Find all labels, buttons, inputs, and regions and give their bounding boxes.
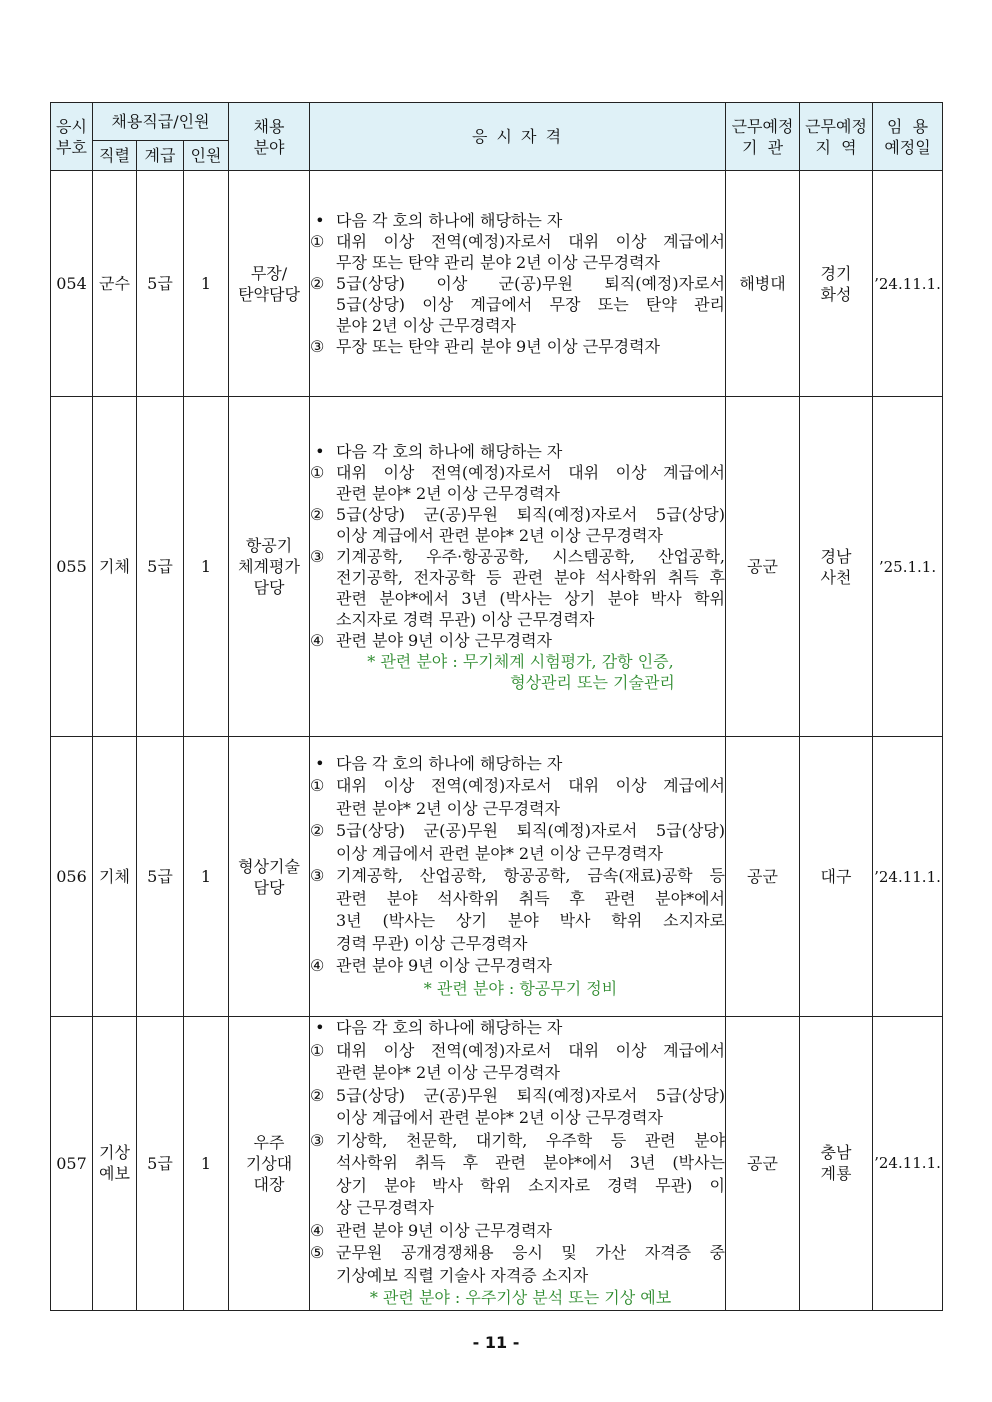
grade-cell: 5급 — [137, 397, 184, 737]
count-cell: 1 — [184, 737, 229, 1017]
count-cell: 1 — [184, 171, 229, 397]
qual-item-cont: 관련 분야 석사학위 취득 후 관련 분야*에서 — [336, 888, 725, 908]
qual-item: ④ 관련 분야 9년 이상 근무경력자 — [310, 1220, 552, 1240]
qual-item-cont: 이상 계급에서 관련 분야* 2년 이상 근무경력자 — [336, 1108, 663, 1127]
qual-intro: • 다음 각 호의 하나에 해당하는 자 — [310, 211, 563, 230]
header-position-group: 채용직급/인원 — [93, 103, 229, 141]
qual-item: ① 대위 이상 전역(예정)자로서 대위 이상 계급에서 — [310, 462, 725, 482]
count-cell: 1 — [184, 1017, 229, 1311]
qual-intro: • 다음 각 호의 하나에 해당하는 자 — [310, 753, 563, 773]
qual-item-cont: 소지자로 경력 무관) 이상 근무경력자 — [336, 609, 595, 629]
region-cell: 대구 — [800, 737, 873, 1017]
header-qualification: 응 시 자 격 — [310, 103, 726, 171]
qual-item-cont: 관련 분야* 2년 이상 근무경력자 — [336, 798, 560, 818]
series-cell: 기체 — [93, 397, 137, 737]
region-cell: 경남 사천 — [800, 397, 873, 737]
exam-number: 055 — [51, 397, 93, 737]
grade-cell: 5급 — [137, 171, 184, 397]
qual-item-cont: 분야 2년 이상 근무경력자 — [336, 316, 516, 335]
date-cell: ’24.11.1. — [873, 171, 943, 397]
qual-item: ④ 관련 분야 9년 이상 근무경력자 — [310, 630, 552, 650]
qual-item-cont: 이상 계급에서 관련 분야* 2년 이상 근무경력자 — [336, 525, 663, 545]
grade-cell: 5급 — [137, 1017, 184, 1311]
agency-cell: 공군 — [726, 737, 800, 1017]
field-cell: 우주 기상대 대장 — [229, 1017, 310, 1311]
qual-intro: • 다음 각 호의 하나에 해당하는 자 — [310, 441, 563, 461]
page-number: - 11 - — [472, 1333, 520, 1352]
series-cell — [93, 1017, 137, 1311]
qual-note: * 관련 분야 : 무기체계 시험평가, 감항 인증, — [367, 651, 674, 671]
date-cell: ’24.11.1. — [873, 1017, 943, 1311]
table-row — [51, 397, 943, 737]
qual-item: ① 대위 이상 전역(예정)자로서 대위 이상 계급에서 — [310, 232, 725, 251]
qualification-cell — [310, 171, 726, 397]
qual-item-cont: 관련 분야* 2년 이상 근무경력자 — [336, 483, 560, 503]
exam-number: 054 — [51, 171, 93, 397]
qual-item-cont: 무장 또는 탄약 관리 분야 2년 이상 근무경력자 — [336, 253, 660, 272]
header-grade: 계급 — [137, 141, 184, 171]
qual-item: ③ 기계공학, 산업공학, 항공공학, 금속(재료)공학 등 — [310, 866, 725, 886]
qual-item: ② 5급(상당) 이상 군(공)무원 퇴직(예정)자로서 — [310, 274, 725, 293]
count-cell: 1 — [184, 397, 229, 737]
qual-item: ① 대위 이상 전역(예정)자로서 대위 이상 계급에서 — [310, 776, 725, 796]
region-cell: 충남 계룡 — [800, 1017, 873, 1311]
qual-note: * 관련 분야 : 우주기상 분석 또는 기상 예보 — [369, 1288, 672, 1307]
qual-intro: • 다음 각 호의 하나에 해당하는 자 — [310, 1018, 563, 1037]
qual-note: * 관련 분야 : 항공무기 정비 — [423, 978, 618, 998]
qual-item: ② 5급(상당) 군(공)무원 퇴직(예정)자로서 5급(상당) — [310, 821, 725, 841]
qual-item: ⑤ 군무원 공개경쟁채용 응시 및 가산 자격증 중 — [310, 1243, 725, 1262]
series-text: 기상 예보 — [99, 1143, 130, 1184]
exam-number: 057 — [51, 1017, 93, 1311]
agency-cell: 공군 — [726, 1017, 800, 1311]
header-agency: 근무예정 기 관 — [726, 103, 800, 171]
qual-item-cont: 석사학위 취득 후 관련 분야*에서 3년 (박사는 — [336, 1153, 725, 1172]
exam-number: 056 — [51, 737, 93, 1017]
header-field: 채용 분야 — [229, 103, 310, 171]
table-row — [51, 737, 943, 1017]
series-cell: 군수 — [93, 171, 137, 397]
header-series: 직렬 — [93, 141, 137, 171]
qual-item-cont: 상기 분야 박사 학위 소지자로 경력 무관) 이 — [336, 1175, 725, 1195]
recruitment-table — [50, 102, 943, 1311]
qual-note-cont: 형상관리 또는 기술관리 — [510, 672, 675, 692]
agency-cell: 공군 — [726, 397, 800, 737]
qual-item: ④ 관련 분야 9년 이상 근무경력자 — [310, 956, 552, 976]
qual-item: ③ 기계공학, 우주·항공공학, 시스템공학, 산업공학, — [310, 546, 725, 566]
table-row — [51, 1017, 943, 1311]
grade-cell: 5급 — [137, 737, 184, 1017]
qual-item-cont: 전기공학, 전자공학 등 관련 분야 석사학위 취득 후 — [336, 567, 725, 587]
field-cell: 항공기 체계평가 담당 — [229, 397, 310, 737]
header-appointment-date: 임 용 예정일 — [873, 103, 943, 171]
table-header — [51, 103, 943, 171]
qual-item: ② 5급(상당) 군(공)무원 퇴직(예정)자로서 5급(상당) — [310, 1085, 725, 1105]
qual-item-cont: 상 근무경력자 — [336, 1198, 434, 1217]
series-cell: 기체 — [93, 737, 137, 1017]
table-row — [51, 171, 943, 397]
qual-item-cont: 관련 분야* 2년 이상 근무경력자 — [336, 1063, 560, 1082]
header-exam-number: 응시 부호 — [51, 103, 93, 171]
qualification-cell — [310, 397, 726, 737]
header-region: 근무예정 지 역 — [800, 103, 873, 171]
qual-item-cont: 이상 계급에서 관련 분야* 2년 이상 근무경력자 — [336, 843, 663, 863]
qualification-cell — [310, 1017, 726, 1311]
table-body — [51, 171, 943, 1311]
header-count: 인원 — [184, 141, 229, 171]
qual-item-cont: 5급(상당) 이상 계급에서 무장 또는 탄약 관리 — [336, 295, 725, 314]
qual-item: ② 5급(상당) 군(공)무원 퇴직(예정)자로서 5급(상당) — [310, 504, 725, 524]
field-cell: 형상기술 담당 — [229, 737, 310, 1017]
qual-item-cont: 3년 (박사는 상기 분야 박사 학위 소지자로 — [336, 911, 725, 931]
qualification-cell — [310, 737, 726, 1017]
agency-cell: 해병대 — [726, 171, 800, 397]
qual-item: ③ 기상학, 천문학, 대기학, 우주학 등 관련 분야 — [310, 1130, 725, 1150]
qual-item-cont: 경력 무관) 이상 근무경력자 — [336, 933, 528, 953]
field-cell: 무장/ 탄약담당 — [229, 171, 310, 397]
qual-item-cont: 기상예보 직렬 기술사 자격증 소지자 — [336, 1265, 589, 1285]
date-cell: ’25.1.1. — [873, 397, 943, 737]
qual-item: ① 대위 이상 전역(예정)자로서 대위 이상 계급에서 — [310, 1040, 725, 1060]
region-cell: 경기 화성 — [800, 171, 873, 397]
date-cell: ’24.11.1. — [873, 737, 943, 1017]
qual-item: ③ 무장 또는 탄약 관리 분야 9년 이상 근무경력자 — [310, 337, 660, 356]
qual-item-cont: 관련 분야*에서 3년 (박사는 상기 분야 박사 학위 — [336, 588, 725, 608]
